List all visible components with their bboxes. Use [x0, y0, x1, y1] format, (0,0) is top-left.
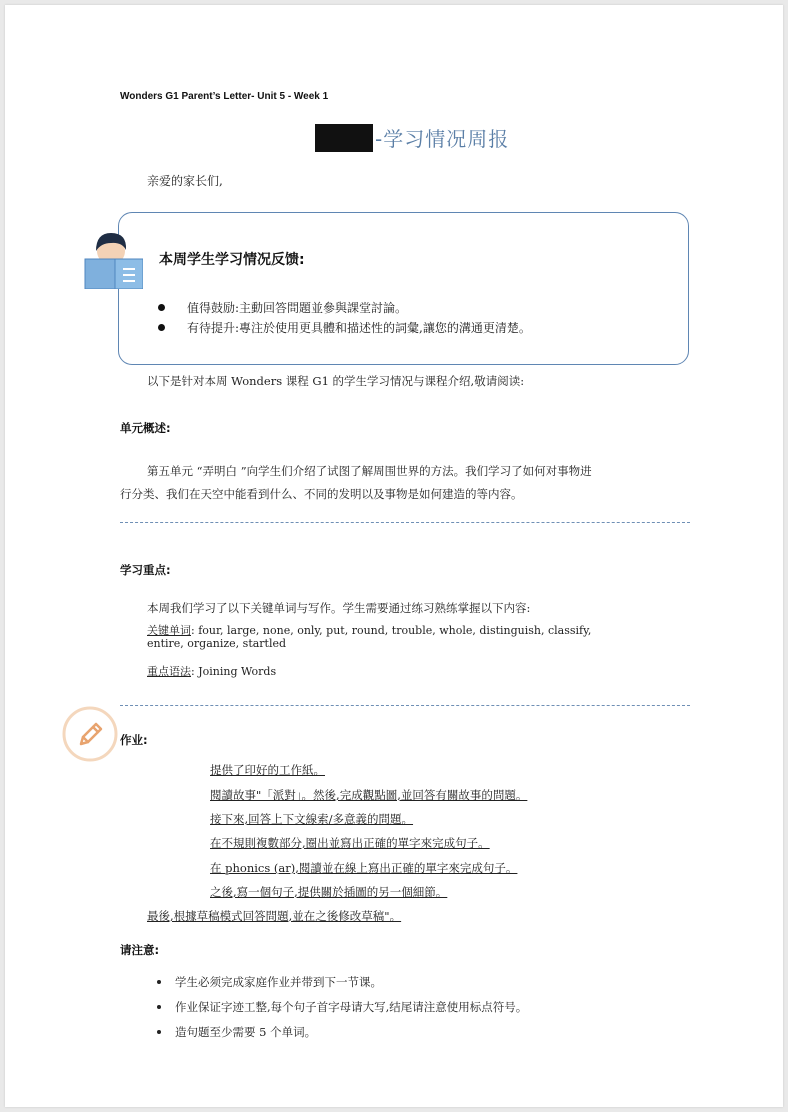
homework-item: 接下來,回答上下文線索/多意義的問題。: [210, 812, 414, 826]
homework-item: 閱讀故事"「派對」。然後,完成觀點圖,並回答有關故事的問題。: [210, 788, 528, 802]
focus-intro: 本周我们学习了以下关键单词与写作。学生需要通过练习熟练掌握以下内容:: [147, 601, 531, 615]
homework-item: 在不規則複數部分,圈出並寫出正確的單字來完成句子。: [210, 836, 490, 850]
keywords-line-1: [147, 624, 591, 637]
feedback-item: 有待提升:專注於使用更具體和描述性的詞彙,讓您的溝通更清楚。: [158, 317, 531, 337]
note-item: 造句题至少需要 5 个单词。: [157, 1019, 527, 1044]
feedback-list: [158, 297, 531, 337]
overview-line-2: 行分类、我们在天空中能看到什么、不同的发明以及事物是如何建造的等内容。: [120, 487, 523, 501]
bullet: [158, 304, 165, 311]
note-item: 学生必须完成家庭作业并带到下一节课。: [157, 969, 527, 994]
bullet: [157, 1030, 161, 1034]
feedback-item: 值得鼓励:主動回答問題並參與課堂討論。: [158, 297, 531, 317]
redacted-name: [315, 124, 373, 152]
notes-heading: 请注意:: [120, 943, 160, 957]
overview-heading: 单元概述:: [120, 421, 171, 435]
student-reading-icon: [81, 223, 143, 289]
section-divider: [120, 705, 690, 706]
focus-heading: 学习重点:: [120, 563, 171, 577]
title-row: [315, 123, 509, 152]
homework-item: 在 phonics (ar),閱讀並在線上寫出正確的單字來完成句子。: [210, 861, 518, 875]
keywords-list: : four, large, none, only, put, round, trouble, whole, distinguish, classify,: [191, 624, 592, 637]
notes-list: [157, 969, 527, 1044]
homework-item-last: 最後,根據草稿模式回答問題,並在之後修改草稿"。: [147, 909, 402, 923]
letter-page: [5, 5, 783, 1107]
feedback-title: 本周学生学习情况反馈:: [159, 252, 305, 268]
feedback-box: [118, 212, 689, 365]
letter-header: Wonders G1 Parent’s Letter- Unit 5 - Week 1: [120, 91, 329, 102]
page-title: -学习情况周报: [375, 127, 510, 151]
bullet: [158, 324, 165, 331]
pencil-icon: [62, 706, 118, 762]
homework-item: 之後,寫一個句子,提供關於插圖的另一個細節。: [210, 885, 448, 899]
homework-item: 提供了印好的工作紙。: [210, 763, 325, 777]
note-item: 作业保证字迹工整,每个句子首字母请大写,结尾请注意使用标点符号。: [157, 994, 527, 1019]
intro-text: 以下是针对本周 Wonders 课程 G1 的学生学习情况与课程介绍,敬请阅读:: [147, 374, 525, 388]
bullet: [157, 980, 161, 984]
keywords-line-2: entire, organize, startled: [147, 637, 287, 650]
grammar-line: [147, 663, 276, 680]
bullet: [157, 1005, 161, 1009]
greeting: 亲爱的家长们,: [147, 174, 223, 188]
section-divider: [120, 522, 690, 523]
overview-line-1: 第五单元 “弄明白 ”向学生们介绍了试图了解周围世界的方法。我们学习了如何对事物进: [147, 464, 592, 478]
homework-heading: 作业:: [120, 733, 148, 747]
grammar-value: : Joining Words: [191, 665, 277, 678]
keywords-label: 关键单词: [147, 624, 191, 637]
grammar-label: 重点语法: [147, 665, 191, 678]
